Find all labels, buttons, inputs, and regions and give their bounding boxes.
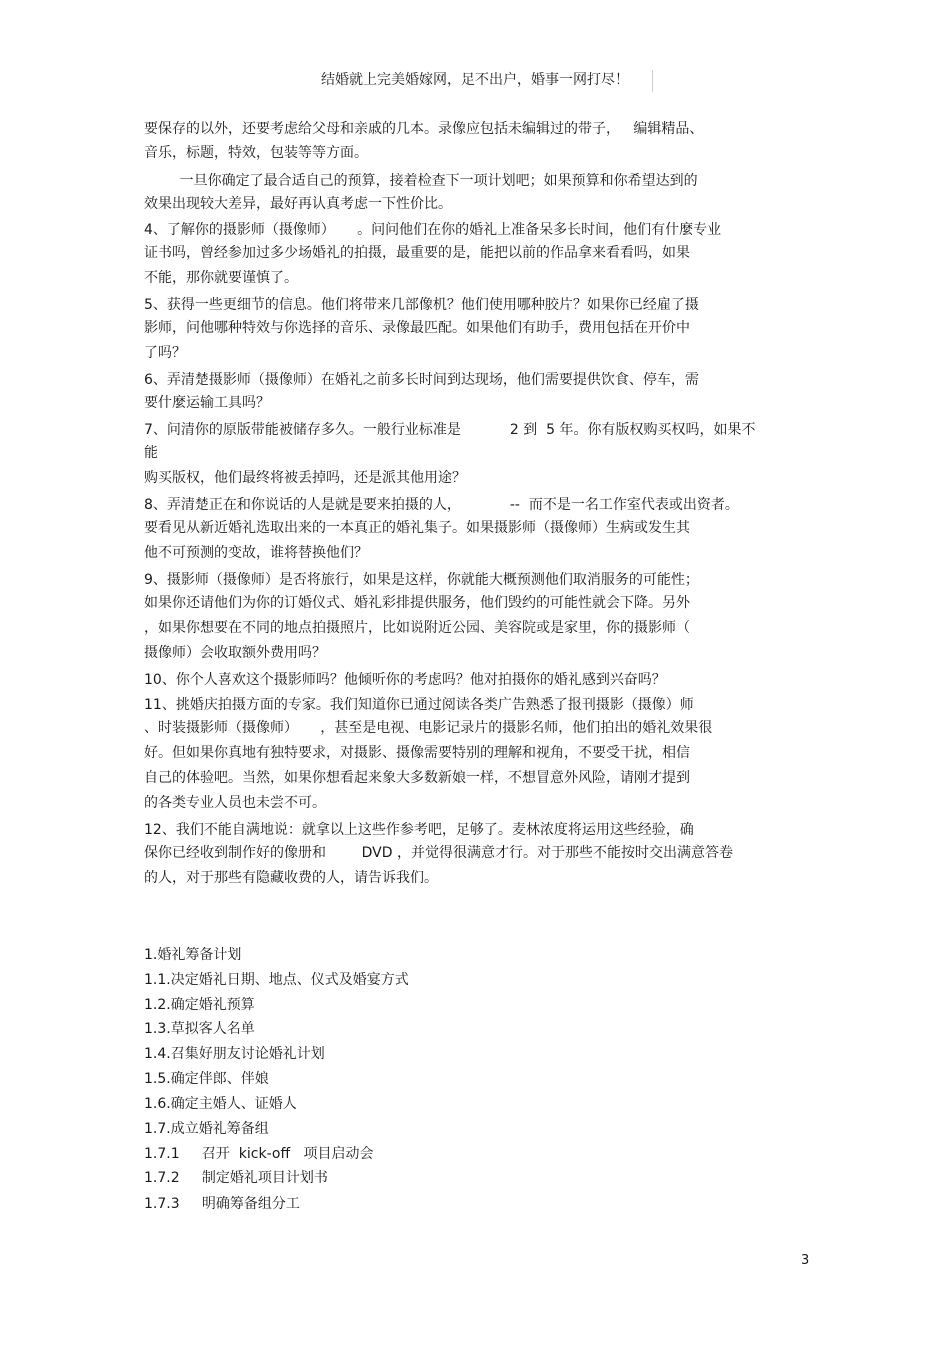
body-line: 好。但如果你真地有独特要求，对摄影、摄像需要特别的理解和视角，不要受干扰，相信 xyxy=(144,745,690,761)
body-line: 9、摄影师（摄像师）是否将旅行，如果是这样，你就能大概预测他们取消服务的可能性； xyxy=(144,572,699,588)
body-line: 购买版权，他们最终将被丢掉吗，还是派其他用途？ xyxy=(144,470,466,486)
body-line: 5、获得一些更细节的信息。他们将带来几部像机？他们使用哪种胶片？如果你已经雇了摄 xyxy=(144,297,699,313)
outline-item: 1.7.3 明确筹备组分工 xyxy=(144,1196,300,1212)
header-divider xyxy=(652,70,653,92)
body-line: 6、弄清楚摄影师（摄像师）在婚礼之前多长时间到达现场，他们需要提供饮食、停车，需 xyxy=(144,372,699,388)
body-line: 能 xyxy=(144,445,158,461)
outline-item: 1.6.确定主婚人、证婚人 xyxy=(144,1096,297,1112)
body-line: 效果出现较大差异，最好再认真考虑一下性价比。 xyxy=(144,196,452,212)
outline-item: 1.婚礼筹备计划 xyxy=(144,947,242,963)
body-line: 7、问清你的原版带能被储存多久。一般行业标准是 2 到 5 年。你有版权购买权吗，如果不 xyxy=(144,422,756,438)
body-line: 保你已经收到制作好的像册和 DVD ，并觉得很满意才行。对于那些不能按时交出满意答卷 xyxy=(144,845,733,861)
outline-item: 1.4.召集好朋友讨论婚礼计划 xyxy=(144,1046,325,1062)
body-line: 证书吗，曾经参加过多少场婚礼的拍摄，最重要的是，能把以前的作品拿来看看吗，如果 xyxy=(144,245,690,261)
body-line: 10、你个人喜欢这个摄影师吗？他倾听你的考虑吗？他对拍摄你的婚礼感到兴奋吗？ xyxy=(144,672,666,688)
body-line: 12、我们不能自满地说：就拿以上这些作参考吧，足够了。麦林浓度将运用这些经验，确 xyxy=(144,822,694,838)
body-line: 一旦你确定了最合适自己的预算，接着检查下一项计划吧；如果预算和你希望达到的 xyxy=(144,173,698,189)
body-line: 4、了解你的摄影师（摄像师） 。问问他们在你的婚礼上准备呆多长时间，他们有什麼专业 xyxy=(144,222,722,238)
body-line: 自己的体验吧。当然，如果你想看起来象大多数新娘一样，不想冒意外风险，请刚才提到 xyxy=(144,770,690,786)
body-line: 11、挑婚庆拍摄方面的专家。我们知道你已通过阅读各类广告熟悉了报刊摄影（摄像）师 xyxy=(144,697,694,713)
outline-item: 1.2.确定婚礼预算 xyxy=(144,997,255,1013)
body-line: 他不可预测的变故，谁将替换他们？ xyxy=(144,545,368,561)
body-line: 了吗？ xyxy=(144,345,186,361)
outline-item: 1.3.草拟客人名单 xyxy=(144,1021,255,1037)
body-line: 要保存的以外，还要考虑给父母和亲戚的几本。录像应包括未编辑过的带子， 编辑精品、 xyxy=(144,121,704,137)
body-line: 如果你还请他们为你的订婚仪式、婚礼彩排提供服务，他们毁约的可能性就会下降。另外 xyxy=(144,595,690,611)
body-line: 摄像师）会收取额外费用吗？ xyxy=(144,645,326,661)
page-number: 3 xyxy=(801,1253,810,1268)
outline-item: 1.1.决定婚礼日期、地点、仪式及婚宴方式 xyxy=(144,972,409,988)
outline-item: 1.7.2 制定婚礼项目计划书 xyxy=(144,1170,328,1186)
body-line: 不能，那你就要谨慎了。 xyxy=(144,270,298,286)
outline-item: 1.5.确定伴郎、伴娘 xyxy=(144,1071,269,1087)
outline-item: 1.7.成立婚礼筹备组 xyxy=(144,1121,269,1137)
body-line: ，如果你想要在不同的地点拍摄照片，比如说附近公园、美容院或是家里，你的摄影师（ xyxy=(144,620,690,636)
body-line: 的各类专业人员也未尝不可。 xyxy=(144,795,326,811)
body-line: 的人，对于那些有隐藏收费的人，请告诉我们。 xyxy=(144,870,438,886)
body-line: 要什麼运输工具吗？ xyxy=(144,395,270,411)
body-line: 影师，问他哪种特效与你选择的音乐、录像最匹配。如果他们有助手，费用包括在开价中 xyxy=(144,320,690,336)
body-line: 音乐，标题，特效，包装等等方面。 xyxy=(144,145,368,161)
body-line: 、时装摄影师（摄像师） ，甚至是电视、电影记录片的摄影名师，他们拍出的婚礼效果很 xyxy=(144,720,713,736)
page-header: 结婚就上完美婚嫁网，足不出户，婚事一网打尽！ xyxy=(321,72,629,88)
outline-item: 1.7.1 召开 kick-off 项目启动会 xyxy=(144,1146,374,1162)
body-line: 8、弄清楚正在和你说话的人是就是要来拍摄的人， -- 而不是一名工作室代表或出资者。 xyxy=(144,497,739,513)
body-line: 要看见从新近婚礼选取出来的一本真正的婚礼集子。如果摄影师（摄像师）生病或发生其 xyxy=(144,520,690,536)
